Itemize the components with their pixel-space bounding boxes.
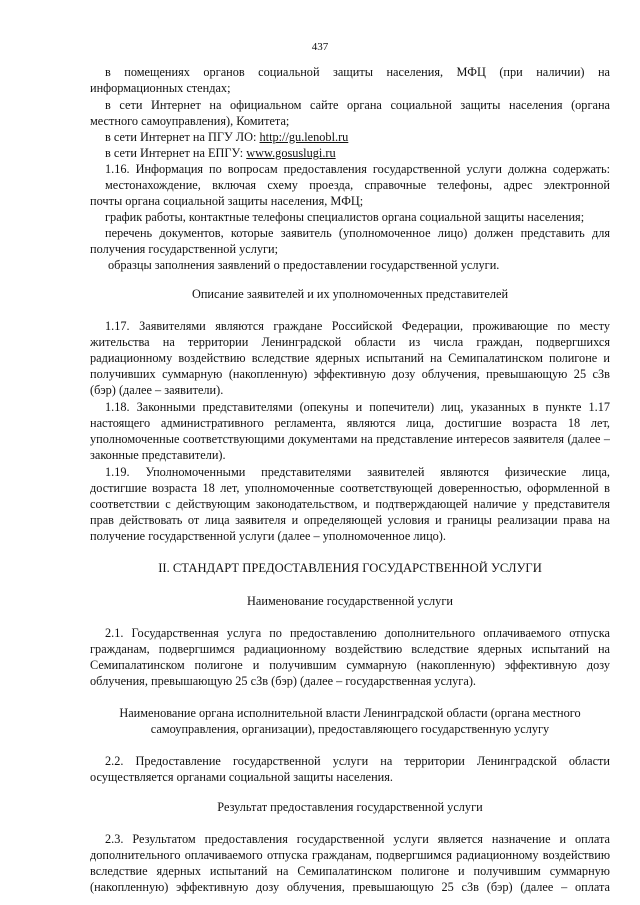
- text-line: облучения, превышающую 25 сЗв (бэр) (далее – государственная услуга).: [90, 674, 476, 688]
- text-line: жительства на территории Ленинградской области из числа граждан, подвергшихся: [90, 335, 610, 349]
- text-line: местного самоуправления), Комитета;: [90, 114, 290, 128]
- text-line: местонахождение, включая схему проезда, справочные телефоны, адрес электронной: [105, 178, 610, 192]
- text-line: настоящего административного регламента, являются лица, достигшие возраста 18 лет,: [90, 416, 610, 430]
- section-title: II. СТАНДАРТ ПРЕДОСТАВЛЕНИЯ ГОСУДАРСТВЕННОЙ УСЛУГИ: [158, 561, 542, 575]
- text-line: радиационному воздействию вследствие ядерных испытаний на Семипалатинском полигоне и: [90, 351, 610, 365]
- section-heading: самоуправления, организации), предоставляющего государственную услугу: [150, 722, 550, 736]
- text-line: [105, 130, 625, 146]
- text-line: соответствии с действующим законодательством, и подтверждающей наличие у представителя: [90, 497, 610, 511]
- pgu-link[interactable]: http://gu.lenobl.ru: [259, 130, 349, 144]
- section-heading: Наименование государственной услуги: [247, 594, 453, 608]
- text-line: в помещениях органов социальной защиты населения, МФЦ (при наличии) на: [105, 65, 610, 79]
- text-line: (бэр) (далее – заявители).: [90, 383, 224, 397]
- text-line: достигшие возраста 18 лет, уполномоченные соответствующей доверенностью, оформленной в: [90, 481, 610, 495]
- text-line: прав действовать от лица заявителя и определяющей условия и границы реализации права на: [90, 513, 610, 527]
- section-heading: Наименование органа исполнительной власти Ленинградской области (органа местного: [119, 706, 581, 720]
- epgu-label: в сети Интернет на ЕПГУ:: [105, 146, 244, 160]
- text-line: получения государственной услуги;: [90, 242, 279, 256]
- text-line: уполномоченные соответствующими документами на представление интересов заявителя (далее –: [90, 432, 610, 446]
- text-line: информационных стендах;: [90, 81, 231, 95]
- text-line: график работы, контактные телефоны специалистов органа социальной защиты населения;: [105, 210, 585, 224]
- text-line: [105, 146, 625, 162]
- epgu-link[interactable]: www.gosuslugi.ru: [246, 146, 336, 160]
- text-line: 2.3. Результатом предоставления государственной услуги является назначение и оплата: [105, 832, 610, 846]
- text-line: 1.17. Заявителями являются граждане Российской Федерации, проживающие по месту: [105, 319, 610, 333]
- text-line: почты органа социальной защиты населения, МФЦ;: [90, 194, 364, 208]
- pgu-label: в сети Интернет на ПГУ ЛО:: [105, 130, 257, 144]
- text-line: гражданам, подвергшимся радиационному воздействию вследствие ядерных испытаний на: [90, 642, 610, 656]
- text-line: вследствие ядерных испытаний на Семипалатинском полигоне и получившим суммарную: [90, 864, 610, 878]
- text-line: в сети Интернет на официальном сайте органа социальной защиты населения (органа: [105, 98, 610, 112]
- page-number: 437: [311, 41, 329, 53]
- section-heading: Результат предоставления государственной услуги: [217, 800, 483, 814]
- text-line: (накопленную) эффективную дозу облучения, превышающую 25 сЗв (бэр) (далее – оплата: [90, 880, 610, 894]
- text-line: Семипалатинском полигоне и получившим суммарную (накопленную) эффективную дозу: [90, 658, 610, 672]
- text-line: получивших суммарную (накопленную) эффективную дозу облучения, превышающую 25 сЗв: [90, 367, 610, 381]
- text-line: 1.16. Информация по вопросам предоставления государственной услуги должна содержать:: [105, 162, 610, 176]
- text-line: 2.1. Государственная услуга по предоставлению дополнительного оплачиваемого отпуска: [105, 626, 610, 640]
- text-line: законные представители).: [90, 448, 226, 462]
- section-heading: Описание заявителей и их уполномоченных представителей: [191, 287, 509, 301]
- text-line: образцы заполнения заявлений о предоставлении государственной услуги.: [108, 258, 500, 272]
- text-line: 1.18. Законными представителями (опекуны и попечители) лиц, указанных в пункте 1.17: [105, 400, 610, 414]
- text-line: осуществляется органами социальной защиты населения.: [90, 770, 393, 784]
- text-line: дополнительного оплачиваемого отпуска гражданам, подвергшимся радиационному воздействию: [90, 848, 610, 862]
- text-line: перечень документов, которые заявитель (уполномоченное лицо) должен представить для: [105, 226, 610, 240]
- text-line: получение государственной услуги (далее – уполномоченное лицо).: [90, 529, 446, 543]
- text-line: 1.19. Уполномоченными представителями заявителей являются физические лица,: [105, 465, 610, 479]
- text-line: 2.2. Предоставление государственной услуги на территории Ленинградской области: [105, 754, 610, 768]
